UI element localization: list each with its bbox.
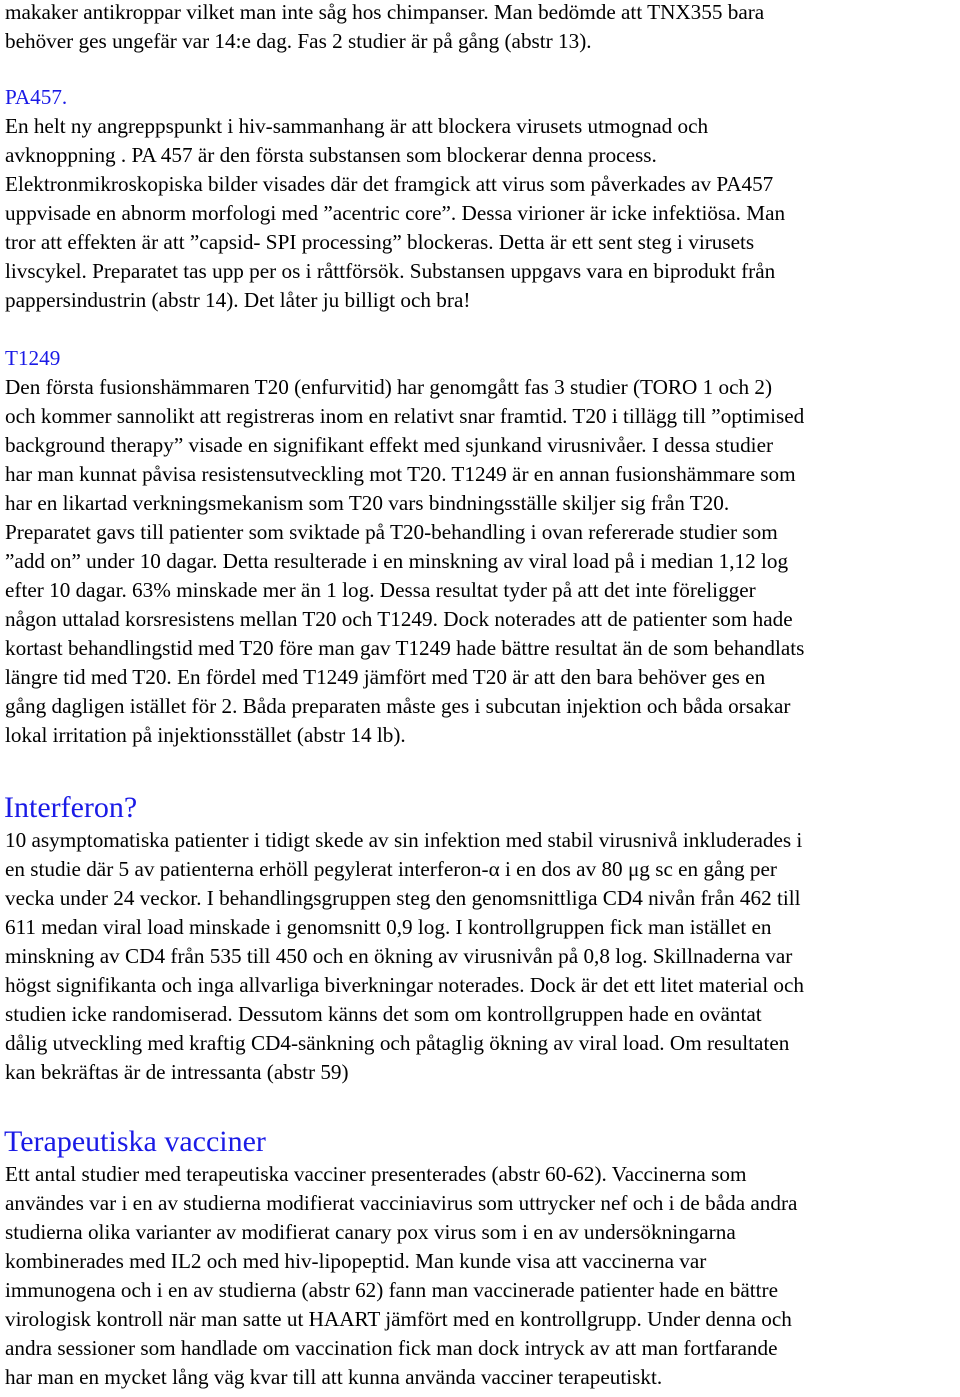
intro-line: makaker antikroppar vilket man inte såg hos chimpanser. Man bedömde att TNX355 bara bbox=[5, 0, 765, 24]
paragraph-line: En helt ny angreppspunkt i hiv-sammanhang är att blockera virusets utmognad och bbox=[5, 114, 709, 138]
paragraph-line: kombinerades med IL2 och med hiv-lipopeptid. Man kunde visa att vaccinerna var bbox=[5, 1249, 707, 1273]
paragraph-line: ”add on” under 10 dagar. Detta resulterade i en minskning av viral load på i median 1,12 log bbox=[5, 549, 789, 573]
paragraph-line: minskning av CD4 från 535 till 450 och en ökning av virusnivån på 0,8 log. Skillnaderna var bbox=[5, 944, 793, 968]
paragraph-line: har man en mycket lång väg kvar till att kunna använda vacciner terapeutiskt. bbox=[5, 1365, 663, 1389]
paragraph-line: kortast behandlingstid med T20 före man gav T1249 hade bättre resultat än de som behandlats bbox=[5, 636, 805, 660]
paragraph-line: gång dagligen istället för 2. Båda preparaten måste ges i subcutan injektion och båda orsakar bbox=[5, 694, 791, 718]
paragraph-line: högst signifikanta och inga allvarliga biverkningar noterades. Dock är det ett litet material och bbox=[5, 973, 804, 997]
paragraph-line: har en likartad verkningsmekanism som T20 vars bindningsställe skiljer sig från T20. bbox=[5, 491, 730, 515]
paragraph-line: dålig utveckling med kraftig CD4-sänkning och påtaglig ökning av viral load. Om resultaten bbox=[5, 1031, 790, 1055]
paragraph-line: uppvisade en abnorm morfologi med ”acentric core”. Dessa virioner är icke infektiösa. Man bbox=[5, 201, 786, 225]
paragraph-line: kan bekräftas är de intressanta (abstr 59) bbox=[5, 1060, 349, 1084]
paragraph-line: någon uttalad korsresistens mellan T20 och T1249. Dock noterades att de patienter som hade bbox=[5, 607, 793, 631]
pa457-heading: PA457. bbox=[5, 85, 68, 109]
intro-line: behöver ges ungefär var 14:e dag. Fas 2 studier är på gång (abstr 13). bbox=[5, 29, 592, 53]
paragraph-line: och kommer sannolikt att registreras inom en relativt snar framtid. T20 i tillägg till ”optimised bbox=[5, 404, 805, 428]
paragraph-line: längre tid med T20. En fördel med T1249 jämfört med T20 är att den bara behöver ges en bbox=[5, 665, 766, 689]
paragraph-line: immunogena och i en av studierna (abstr 62) fann man vaccinerade patienter hade en bättre bbox=[5, 1278, 779, 1302]
paragraph-line: Elektronmikroskopiska bilder visades där det framgick att virus som påverkades av PA457 bbox=[5, 172, 774, 196]
paragraph-line: virologisk kontroll när man satte ut HAART jämfört med en kontrollgrupp. Under denna och bbox=[5, 1307, 792, 1331]
paragraph-line: 611 medan viral load minskade i genomsnitt 0,9 log. I kontrollgruppen fick man istället en bbox=[5, 915, 772, 939]
paragraph-line: vecka under 24 veckor. I behandlingsgruppen steg den genomsnittliga CD4 nivån från 462 till bbox=[5, 886, 801, 910]
paragraph-line: tror att effekten är att ”capsid- SPI processing” blockeras. Detta är ett sent steg i virusets bbox=[5, 230, 755, 254]
paragraph-line: efter 10 dagar. 63% minskade mer än 1 log. Dessa resultat tyder på att det inte föreligger bbox=[5, 578, 756, 602]
paragraph-line: Den första fusionshämmaren T20 (enfurvitid) har genomgått fas 3 studier (TORO 1 och 2) bbox=[5, 375, 773, 399]
paragraph-line: studierna olika varianter av modifierat canary pox virus som i en av undersökningarna bbox=[5, 1220, 736, 1244]
t1249-heading: T1249 bbox=[5, 346, 61, 370]
paragraph-line: Ett antal studier med terapeutiska vacciner presenterades (abstr 60-62). Vaccinerna som bbox=[5, 1162, 747, 1186]
paragraph-line: pappersindustrin (abstr 14). Det låter ju billigt och bra! bbox=[5, 288, 471, 312]
paragraph-line: Preparatet gavs till patienter som sviktade på T20-behandling i ovan refererade studier som bbox=[5, 520, 778, 544]
interferon-heading: Interferon? bbox=[4, 791, 138, 824]
vacciner-heading: Terapeutiska vacciner bbox=[4, 1125, 266, 1158]
paragraph-line: en studie där 5 av patienterna erhöll pegylerat interferon-α i en dos av 80 μg sc en gång per bbox=[5, 857, 777, 881]
paragraph-line: andra sessioner som handlade om vaccination fick man dock intryck av att man fortfarande bbox=[5, 1336, 778, 1360]
paragraph-line: avknoppning . PA 457 är den första substansen som blockerar denna process. bbox=[5, 143, 657, 167]
paragraph-line: har man kunnat påvisa resistensutveckling mot T20. T1249 är en annan fusionshämmare som bbox=[5, 462, 796, 486]
paragraph-line: livscykel. Preparatet tas upp per os i råttförsök. Substansen uppgavs vara en biprodukt från bbox=[5, 259, 776, 283]
paragraph-line: användes var i en av studierna modifierat vacciniavirus som uttrycker nef och i de båda andra bbox=[5, 1191, 798, 1215]
paragraph-line: background therapy” visade en signifikant effekt med sjunkand virusnivåer. I dessa studier bbox=[5, 433, 774, 457]
paragraph-line: 10 asymptomatiska patienter i tidigt skede av sin infektion med stabil virusnivå inkluderades i bbox=[5, 828, 803, 852]
paragraph-line: studien icke randomiserad. Dessutom känns det som om kontrollgruppen hade en oväntat bbox=[5, 1002, 762, 1026]
paragraph-line: lokal irritation på injektionsstället (abstr 14 lb). bbox=[5, 723, 406, 747]
